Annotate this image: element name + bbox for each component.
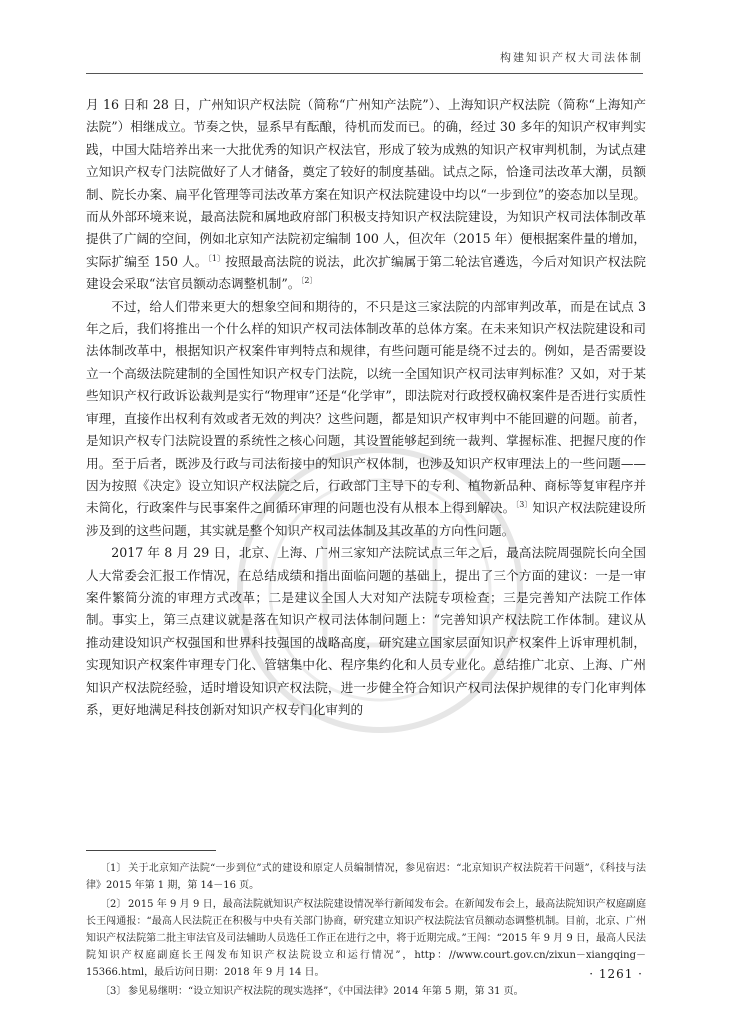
paragraph-text: 2017 年 8 月 29 日，北京、上海、广州三家知产法院试点三年之后，最高法院周强院长向全国人大常委会汇报工作情况，在总结成绩和指出面临问题的基础上，提出了三个方面的建议：一是一审案件繁简分流的审理方式改革；二是建议全国人大对知产法院专项检查；三是完善知产法院工作体制。事实上，第三点建议就是落在知识产权司法体制问题上：“完善知识产权法院工作体制。建议从推动建设知识产权强国和世界科技强国的战略高度，研究建立国家层面知识产权案件上诉审理机制，实现知识产权案件审理专门化、管辖集中化、程序集约化和人员专业化。总结推广北京、上海、广州知识产权法院经验，适时增设知识产权法院，进一步健全符合知识产权司法保护规律的专门化审判体系，更好地满足科技创新对知识产权专门化审判的	[86, 545, 646, 717]
footnote-reference[interactable]: 〔2〕	[300, 276, 318, 286]
footnote	[86, 896, 646, 981]
footnote	[86, 983, 646, 1000]
paragraph-text: 月 16 日和 28 日，广州知识产权法院（简称“广州知产法院”）、上海知识产权法院（简称“上海知产法院”）相继成立。节奏之快，显系早有酝酿，待机而发而已。的确，经过 30 多年的知识产权审判实践，中国大陆培养出来一大批优秀的知识产权法官，形成了较为成熟的知识产权审判机制，为试点建立知识产权专门法院做好了人才储备，奠定了较好的制度基础。试点之际，恰逢司法改革大潮，员额制、院长办案、扁平化管理等司法改革方案在知识产权法院建设中均以“一步到位”的姿态加以呈现。而从外部环境来说，最高法院和属地政府部门积极支持知识产权法院建设，为知识产权司法体制改革提供了广阔的空间，例如北京知产法院初定编制 100 人，但次年（2015 年）便根据案件量的增加，实际扩编至 150 人。	[86, 97, 646, 269]
body-text	[86, 94, 646, 721]
body-paragraph	[86, 94, 646, 296]
paragraph-text: 按照最高法院的说法，此次扩编属于第二轮法官遴选，今后对知识产权法院建设会采取“法官员额动态调整机制”。	[86, 253, 646, 292]
footnotes	[86, 860, 646, 1002]
footnote-reference[interactable]: 〔3〕	[515, 500, 533, 510]
body-paragraph	[86, 296, 646, 542]
page-number: · 1261 ·	[589, 967, 643, 981]
footnote-rule	[86, 850, 216, 851]
footnote-mark: 〔1〕	[100, 863, 127, 874]
footnote-text: 2015 年 9 月 9 日，最高法院就知识产权法院建设情况举行新闻发布会。在新闻发布会上，最高法院知识产权庭副庭长王闯通报：“最高人民法院正在积极与中央有关部门协商，研究建立知识产权法院法官员额动态调整机制。目前，北京、广州知识产权法院第二批主审法官及司法辅助人员选任工作正在进行之中，将于近期完成。”王闯：“2015 年 9 月 9 日，最高人民法院知识产权庭副庭长王闯发布知识产权法院设立和运行情况”，http：//www.court.gov.cn/zixun－xiangqing－15366.html，最后访问日期：2018 年 9 月 14 日。	[86, 899, 646, 978]
footnote-text: 关于北京知产法院“一步到位”式的建设和原定人员编制情况，参见宿迟：“北京知识产权法院若干问题”，《科技与法律》2015 年第 1 期，第 14－16 页。	[86, 863, 646, 891]
paragraph-text: 不过，给人们带来更大的想象空间和期待的，不只是这三家法院的内部审判改革，而是在试点 3 年之后，我们将推出一个什么样的知识产权司法体制改革的总体方案。在未来知识产权法院建设和司法体制改革中，根据知识产权案件审判特点和规律，有些问题可能是绕不过去的。例如，是否需要设立一个高级法院建制的全国性知识产权专门法院，以统一全国知识产权司法审判标准？又如，对于某些知识产权行政诉讼裁判是实行“物理审”还是“化学审”，即法院对行政授权确权案件是否进行实质性审理，直接作出权利有效或者无效的判决？这些问题，都是知识产权审判中不能回避的问题。前者，是知识产权专门法院设置的系统性之核心问题，其设置能够起到统一裁判、掌握标准、把握尺度的作用。至于后者，既涉及行政与司法衔接中的知识产权体制，也涉及知识产权审理法上的一些问题——因为按照《决定》设立知识产权法院之后，行政部门主导下的专利、植物新品种、商标等复审程序并未简化，行政案件与民事案件之间循环审理的问题也没有从根本上得到解决。	[86, 298, 646, 516]
footnote-mark: 〔3〕	[100, 986, 127, 997]
footnote	[86, 860, 646, 894]
footnote-reference[interactable]: 〔1〕	[207, 253, 226, 263]
body-paragraph	[86, 542, 646, 721]
running-head-title: 构建知识产权大司法体制	[500, 51, 643, 64]
footnote-text: 参见易继明：“设立知识产权法院的现实选择”，《中国法律》2014 年第 5 期，第 31 页。	[128, 986, 524, 997]
footnote-mark: 〔2〕	[100, 899, 127, 910]
paragraph-text: 知识产权法院建设所涉及到的这些问题，其实就是整个知识产权司法体制及其改革的方向性问题。	[86, 500, 647, 538]
running-head	[86, 49, 643, 74]
